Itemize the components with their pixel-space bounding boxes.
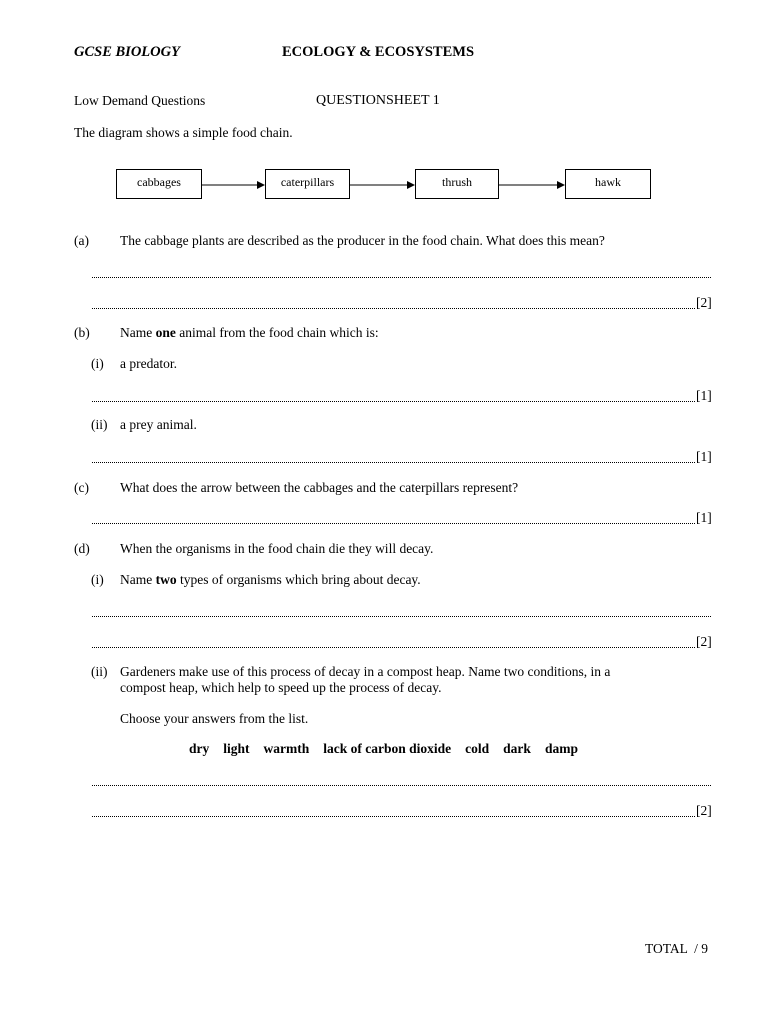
question-c-text: What does the arrow between the cabbages and the caterpillars represent?: [120, 480, 519, 495]
marks-b-i: [1]: [696, 388, 712, 403]
marks-a: [2]: [696, 295, 712, 310]
marks-c: [1]: [696, 510, 712, 525]
answer-line-d-ii-2[interactable]: [92, 802, 695, 817]
answer-line-d-i-1[interactable]: [92, 602, 711, 617]
question-d-i-label: (i): [91, 572, 104, 587]
answer-line-a-1[interactable]: [92, 263, 711, 278]
intro-text: The diagram shows a simple food chain.: [74, 125, 293, 140]
question-b-i-label: (i): [91, 356, 104, 371]
word-damp: damp: [544, 741, 578, 756]
question-b-ii-text: a prey animal.: [120, 417, 197, 432]
question-d-ii-line2: compost heap, which help to speed up the process of decay.: [120, 680, 442, 695]
word-lack-of-carbon-dioxide: lack of carbon dioxide: [323, 741, 452, 756]
word-warmth: warmth: [263, 741, 310, 756]
topic-title: ECOLOGY & ECOSYSTEMS: [282, 44, 475, 60]
question-c-label: (c): [74, 480, 89, 495]
question-a-text: The cabbage plants are described as the producer in the food chain. What does this mean?: [120, 233, 605, 248]
food-chain-box-thrush: thrush: [415, 169, 499, 199]
question-d-label: (d): [74, 541, 90, 556]
question-d-ii-instruction: Choose your answers from the list.: [120, 711, 309, 726]
answer-line-b-ii[interactable]: [92, 448, 695, 463]
question-b-label: (b): [74, 325, 90, 340]
food-chain-box-caterpillars: caterpillars: [265, 169, 350, 199]
answer-line-d-ii-1[interactable]: [92, 771, 711, 786]
word-cold: cold: [465, 741, 490, 756]
marks-d-i: [2]: [696, 634, 712, 649]
question-a-label: (a): [74, 233, 89, 248]
word-dark: dark: [503, 741, 531, 756]
total-score: TOTAL / 9: [645, 941, 709, 956]
food-chain-box-cabbages: cabbages: [116, 169, 202, 199]
question-b-text: Name one animal from the food chain which is:: [120, 325, 379, 340]
marks-d-ii: [2]: [696, 803, 712, 818]
answer-line-d-i-2[interactable]: [92, 633, 695, 648]
question-d-ii-line1: Gardeners make use of this process of decay in a compost heap. Name two conditions, in a: [120, 664, 611, 679]
answer-line-a-2[interactable]: [92, 294, 695, 309]
question-d-ii-label: (ii): [91, 664, 108, 679]
answer-line-b-i[interactable]: [92, 387, 695, 402]
question-b-ii-label: (ii): [91, 417, 108, 432]
answer-line-c[interactable]: [92, 509, 695, 524]
word-list: [189, 741, 592, 757]
subject-title: GCSE BIOLOGY: [74, 44, 180, 60]
question-b-i-text: a predator.: [120, 356, 177, 371]
food-chain-box-hawk: hawk: [565, 169, 651, 199]
questionsheet-number: QUESTIONSHEET 1: [316, 93, 440, 108]
marks-b-ii: [1]: [696, 449, 712, 464]
question-d-text: When the organisms in the food chain die they will decay.: [120, 541, 434, 556]
demand-level: Low Demand Questions: [74, 93, 206, 108]
question-d-i-text: Name two types of organisms which bring about decay.: [120, 572, 421, 587]
word-dry: dry: [189, 741, 210, 756]
word-light: light: [223, 741, 250, 756]
